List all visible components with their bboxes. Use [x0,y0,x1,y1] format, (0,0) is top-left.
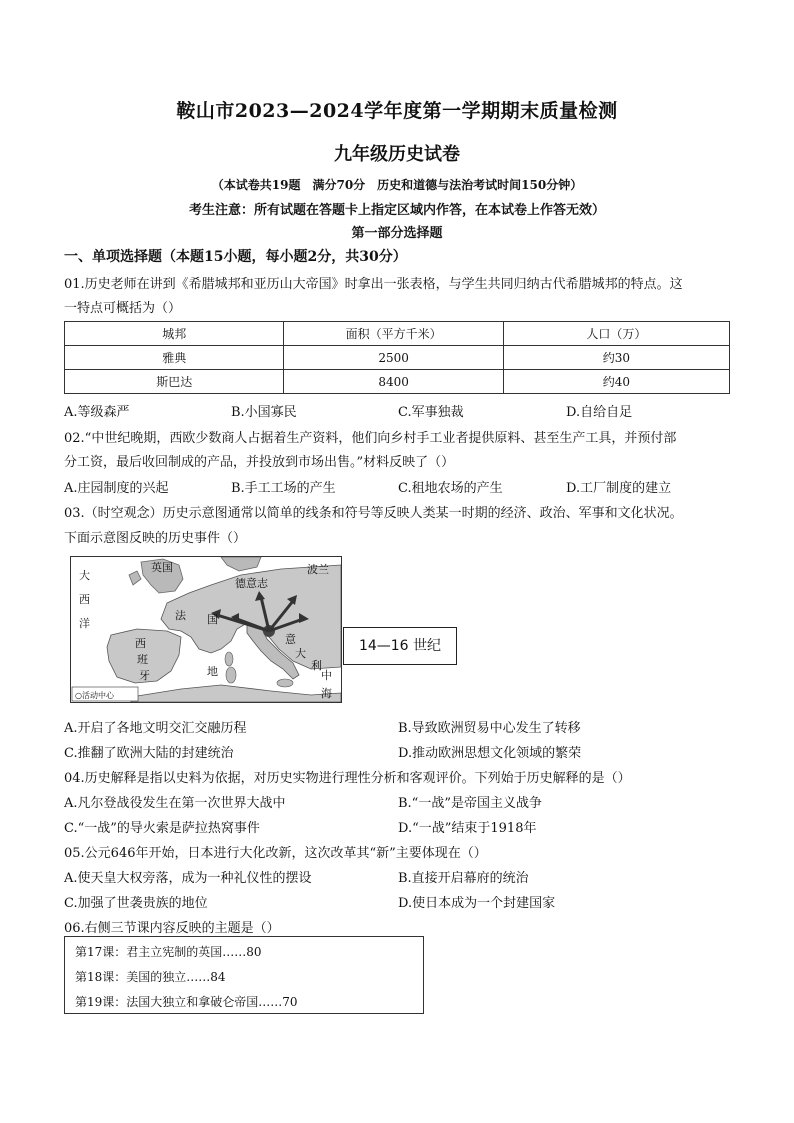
table-header-cell: 人口（万） [503,322,729,346]
q4-option-a: A.凡尔登战役发生在第一次世界大战中 [64,796,286,811]
period-label-box: 14—16 世纪 [343,627,457,665]
q2-stem-line1: 02.“中世纪晚期，西欧少数商人占据着生产资料，他们向乡村手工业者提供原料、甚至生产工具，并预付部 [64,431,677,446]
q6-stem-line1: 06.右侧三节课内容反映的主题是（） [64,921,280,936]
map-label-italy-2: 大 [295,647,306,660]
q3-option-d: D.推动欧洲思想文化领域的繁荣 [398,746,582,761]
sicily-shape [277,679,293,687]
part-heading: 第一部分选择题 [351,226,443,241]
textbook-toc-box [64,936,424,1014]
map-label-atlantic-1: 大 [79,569,90,582]
map-label-atlantic-2: 西 [79,593,90,606]
q1-option-d: D.自给自足 [566,405,633,420]
q2-option-a: A.庄园制度的兴起 [64,481,169,496]
q3-stem-line1: 03.（时空观念）历史示意图通常以简单的线条和符号等反映人类某一时期的经济、政治、军事和文化状况。 [64,506,683,521]
q1-stem-line1: 01.历史老师在讲到《希腊城邦和亚历山大帝国》时拿出一张表格，与学生共同归纳古代希腊城邦的特点。这 [64,277,683,292]
q3-option-b: B.导致欧洲贸易中心发生了转移 [398,721,581,736]
q1-option-b: B.小国寡民 [231,405,297,420]
q2-option-b: B.手工工场的产生 [231,481,336,496]
table-header-cell: 面积（平方千米） [284,322,503,346]
q5-stem-line1: 05.公元646年开始，日本进行大化改新，这次改革其“新”主要体现在（） [64,846,487,861]
table-cell: 约40 [503,370,729,394]
map-label-germany: 德意志 [235,577,268,590]
q4-option-b: B.“一战”是帝国主义战争 [398,796,542,811]
table-cell: 8400 [284,370,503,394]
toc-line: 第19课：法国大独立和拿破仑帝国……70 [75,995,298,1009]
map-legend-label: ○活动中心 [75,691,114,700]
map-label-med-1: 地 [207,665,218,678]
q5-option-d: D.使日本成为一个封建国家 [398,896,556,911]
q3-option-a: A.开启了各地文明交汇交融历程 [64,721,247,736]
q1-option-c: C.军事独裁 [398,405,464,420]
europe-map [70,556,342,703]
europe-map-drawing [71,557,341,702]
q2-option-d: D.工厂制度的建立 [566,481,672,496]
q2-stem-line2: 分工资，最后收回制成的产品，并投放到市场出售。”材料反映了（） [64,455,455,470]
map-label-italy-1: 意 [285,633,296,646]
map-label-spain-3: 牙 [139,669,150,682]
q4-stem-line1: 04.历史解释是指以史料为依据，对历史实物进行理性分析和客观评价。下列始于历史解释的是（） [64,771,631,786]
map-label-spain-2: 班 [137,653,148,666]
map-label-france-1: 法 [175,609,186,622]
table-cell: 2500 [284,346,503,370]
table-cell: 雅典 [65,346,284,370]
map-label-med-3: 海 [321,687,332,700]
q3-stem-line2: 下面示意图反映的历史事件（） [64,531,247,546]
q5-option-c: C.加强了世袭贵族的地位 [64,896,208,911]
table-header-cell: 城邦 [65,322,284,346]
q1-stem-line2: 一特点可概括为（） [64,301,182,316]
table-row [65,370,730,394]
city-state-table [64,321,730,394]
q4-option-c: C.“一战”的导火索是萨拉热窝事件 [64,821,260,836]
q3-option-c: C.推翻了欧洲大陆的封建统治 [64,746,234,761]
table-cell: 斯巴达 [65,370,284,394]
candidate-notice: 考生注意：所有试题在答题卡上指定区域内作答，在本试卷上作答无效） [188,203,605,218]
q2-option-c: C.租地农场的产生 [398,481,503,496]
map-label-spain-1: 西 [135,637,146,650]
sardinia-shape [226,667,236,683]
map-label-atlantic-3: 洋 [79,617,90,630]
section-heading: 一、单项选择题（本题15小题，每小题2分，共30分） [64,249,407,265]
exam-title: 鞍山市2023—2024学年度第一学期期末质量检测 [176,100,618,122]
q5-option-a: A.使天皇大权旁落，成为一种礼仪性的摆设 [64,871,312,886]
table-row [65,346,730,370]
exam-subtitle: 九年级历史试卷 [334,144,460,165]
q5-option-b: B.直接开启幕府的统治 [398,871,529,886]
toc-line: 第18课：美国的独立……84 [75,970,226,984]
map-label-poland: 波兰 [307,563,329,576]
q1-option-a: A.等级森严 [64,405,130,420]
map-label-britain: 英国 [151,561,173,574]
corsica-shape [225,652,233,666]
exam-info-note: （本试卷共19题 满分70分 历史和道德与法治考试时间150分钟） [211,178,583,192]
map-label-france-2: 国 [207,613,218,626]
q4-option-d: D.“一战”结束于1918年 [398,821,537,836]
table-header-row [65,322,730,346]
map-label-med-2: 中 [321,669,332,682]
table-cell: 约30 [503,346,729,370]
map-label-italy-3: 利 [311,659,322,672]
toc-line: 第17课：君主立宪制的英国……80 [75,945,262,959]
